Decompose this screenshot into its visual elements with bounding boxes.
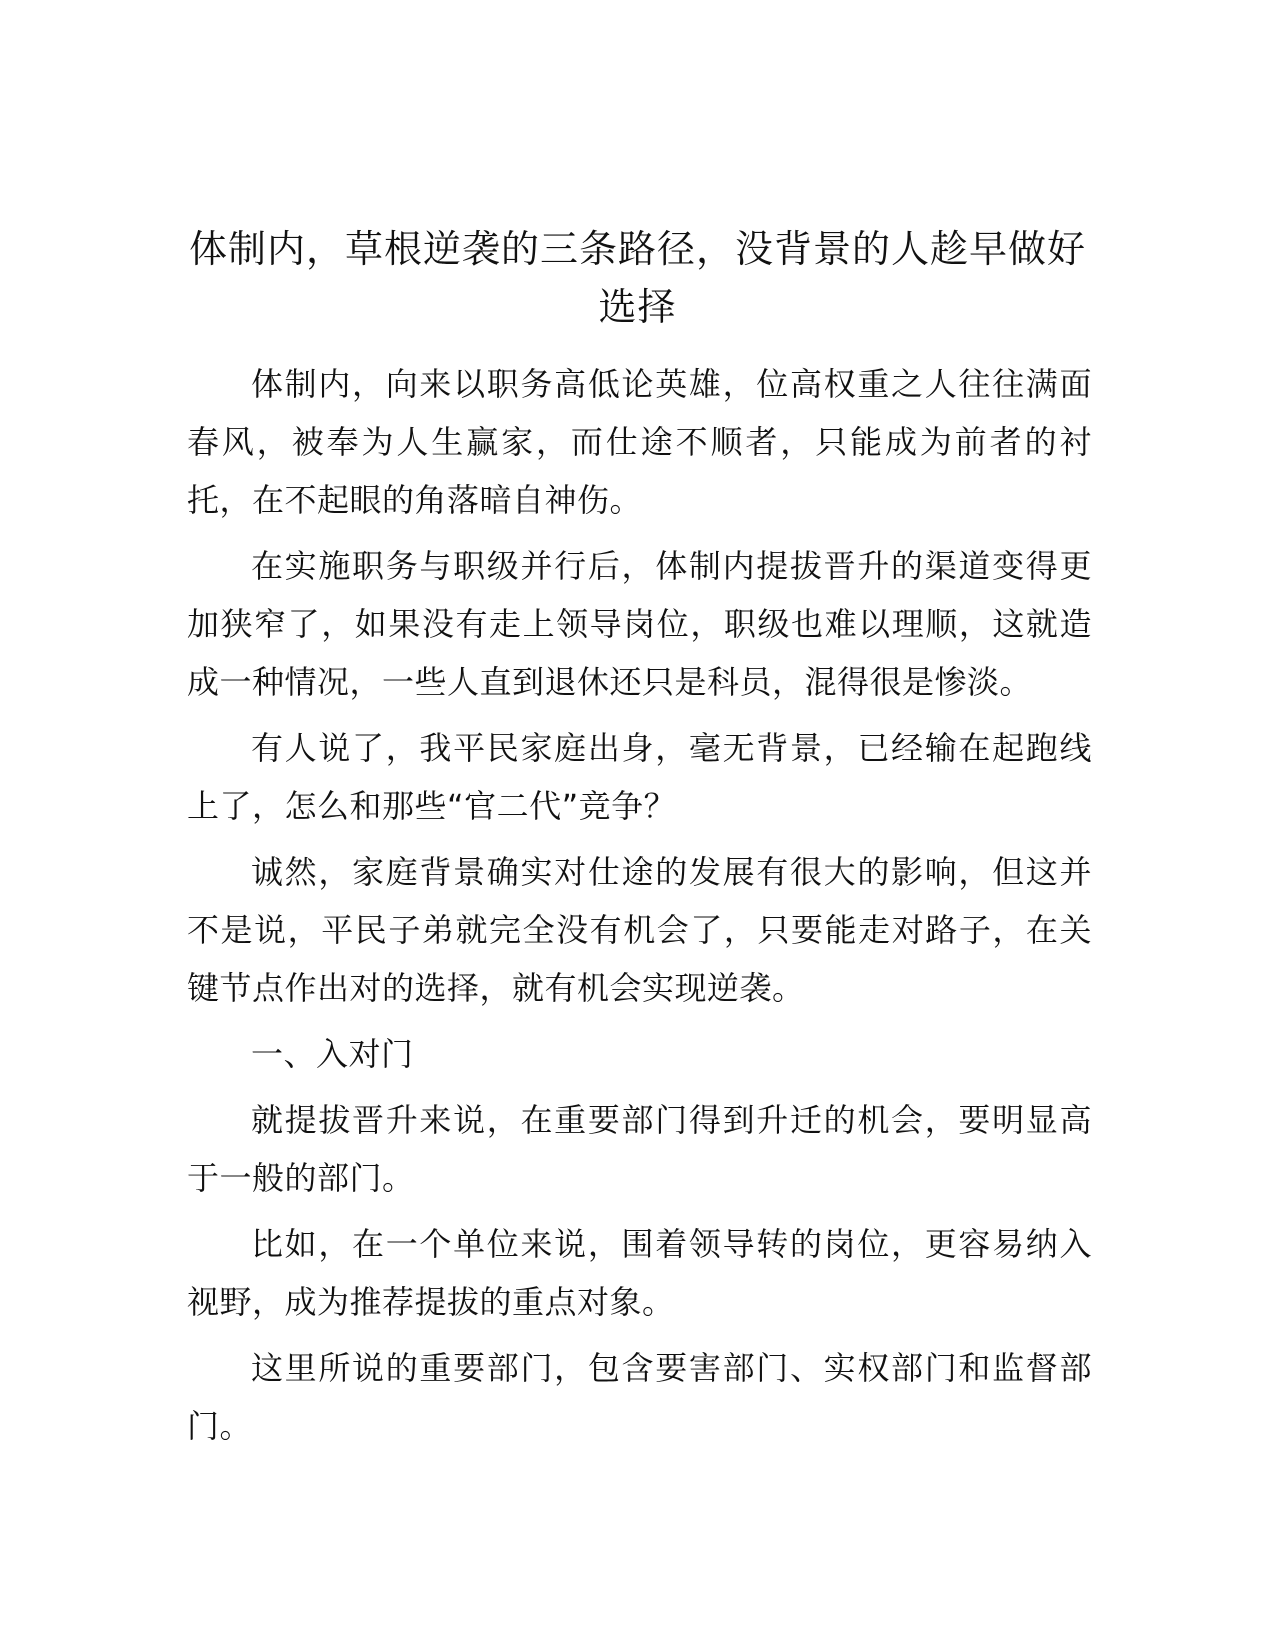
paragraph: 诚然，家庭背景确实对仕途的发展有很大的影响，但这并不是说，平民子弟就完全没有机会了，只要能走对路子，在关键节点作出对的选择，就有机会实现逆袭。	[187, 853, 1092, 1007]
paragraph: 比如，在一个单位来说，围着领导转的岗位，更容易纳入视野，成为推荐提拔的重点对象。	[187, 1225, 1092, 1321]
paragraph: 在实施职务与职级并行后，体制内提拔晋升的渠道变得更加狭窄了，如果没有走上领导岗位，职级也难以理顺，这就造成一种情况，一些人直到退休还只是科员，混得很是惨淡。	[187, 547, 1092, 701]
paragraph: 有人说了，我平民家庭出身，毫无背景，已经输在起跑线上了，怎么和那些“官二代”竞争？	[187, 729, 1092, 825]
paragraph: 这里所说的重要部门，包含要害部门、实权部门和监督部门。	[187, 1349, 1092, 1445]
paragraph: 就提拔晋升来说，在重要部门得到升迁的机会，要明显高于一般的部门。	[187, 1101, 1092, 1197]
document-body	[187, 355, 1092, 1463]
document-title: 体制内，草根逆袭的三条路径，没背景的人趁早做好选择	[188, 227, 1086, 329]
paragraph: 体制内，向来以职务高低论英雄，位高权重之人往往满面春风，被奉为人生赢家，而仕途不顺者，只能成为前者的衬托，在不起眼的角落暗自神伤。	[187, 365, 1092, 519]
section-heading: 一、入对门	[251, 1035, 414, 1073]
